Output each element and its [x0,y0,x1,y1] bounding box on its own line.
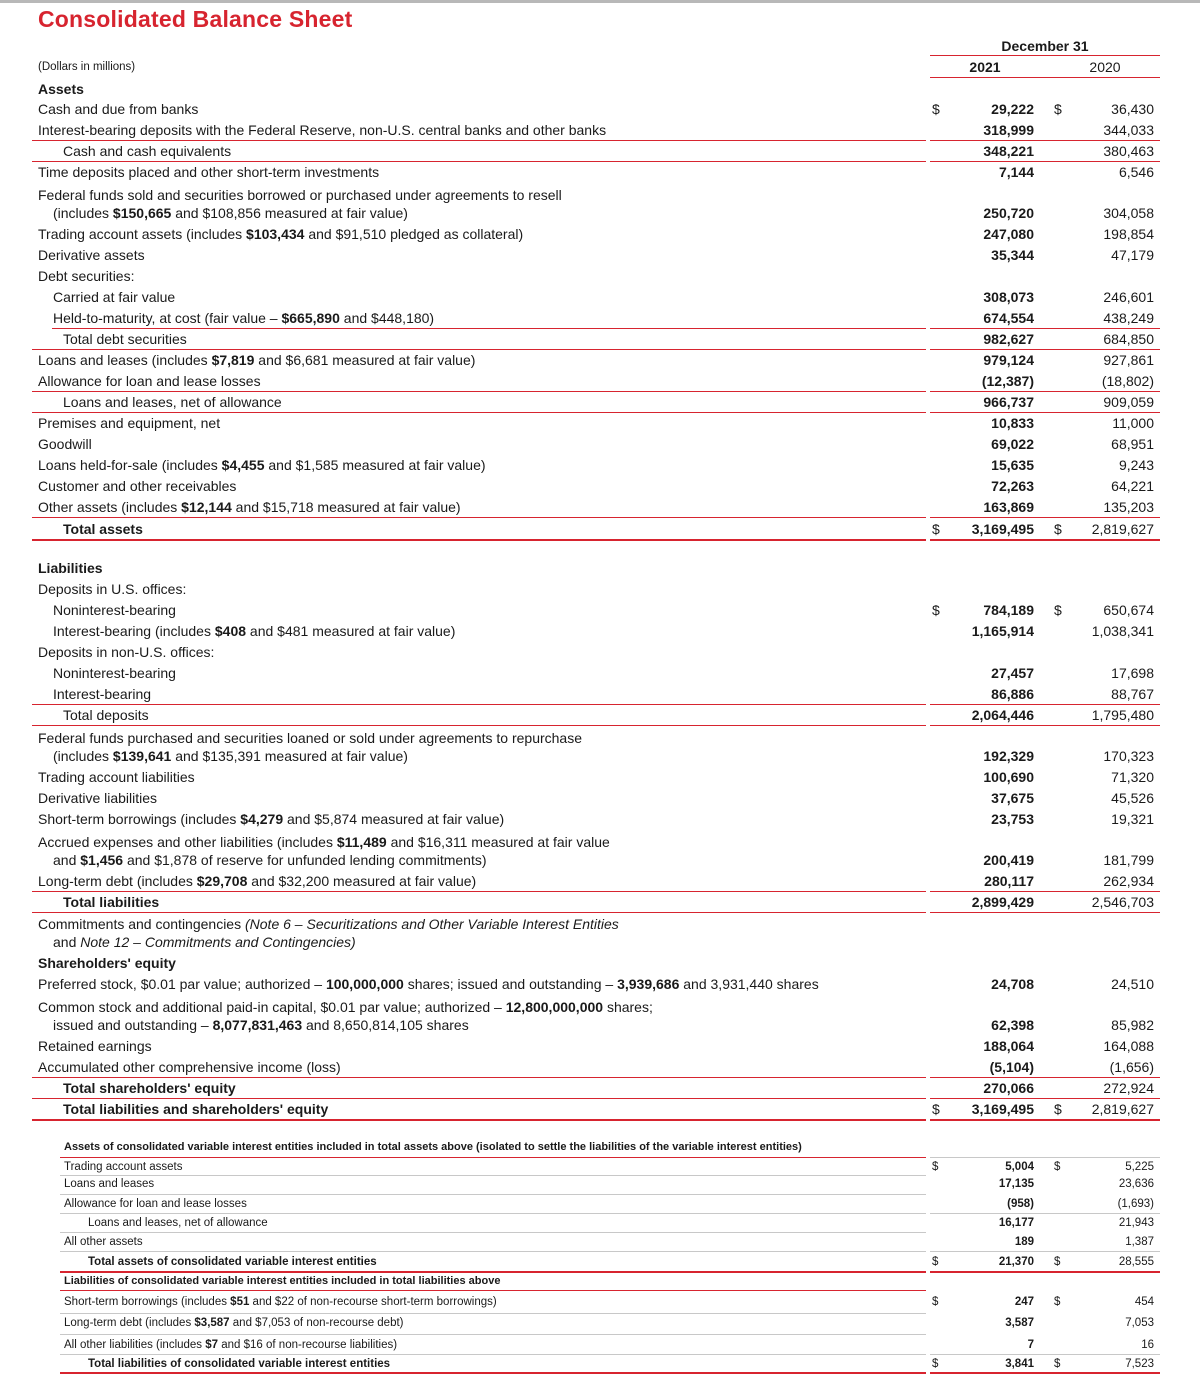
currency-2020: $ [1054,1101,1062,1117]
value-2020: 164,088 [1103,1038,1154,1054]
rule-line [930,1077,1160,1078]
rule-line [52,328,926,329]
row-label: Loans and leases [64,1178,155,1190]
rule-line [32,725,926,726]
row-label: Trading account assets (includes $103,434 and $91,510 pledged as collateral) [38,226,524,242]
row-label: Trading account liabilities [38,769,195,785]
value-2021: 86,886 [991,686,1034,702]
value-2021: 982,627 [983,331,1034,347]
header-rule [930,55,1160,56]
rule-line [32,704,926,705]
value-2020: 5,225 [1125,1161,1154,1173]
row-label: Cash and cash equivalents [63,143,232,159]
value-2020: 927,861 [1103,352,1154,368]
currency-2020: $ [1054,1256,1061,1268]
row-label: Carried at fair value [53,289,176,305]
row-label: Commitments and contingencies (Note 6 – Securitizations and Other Variable Interest Entities [38,916,619,932]
value-2020: 71,320 [1111,769,1154,785]
top-border [0,0,1200,3]
currency-2020: $ [1054,1358,1061,1370]
value-2020: 380,463 [1103,143,1154,159]
row-label: Deposits in U.S. offices: [38,581,187,597]
row-label: All other liabilities (includes $7 and $16 of non-recourse liabilities) [64,1339,398,1351]
value-2020: 135,203 [1103,499,1154,515]
row-label: Total liabilities and shareholders' equity [63,1101,329,1117]
rule-line [930,912,1160,913]
row-label: Total deposits [63,707,149,723]
rule-line [930,891,1160,892]
value-2021: 35,344 [991,247,1034,263]
rule-line [60,1157,926,1158]
rule-line [60,1232,926,1233]
currency-2021: $ [932,101,940,117]
value-2020: 198,854 [1103,226,1154,242]
value-2021: 318,999 [983,122,1034,138]
value-2021: 163,869 [983,499,1034,515]
value-2020: 438,249 [1103,310,1154,326]
row-label: Interest-bearing (includes $408 and $481 measured at fair value) [53,623,456,639]
value-2020: 24,510 [1111,976,1154,992]
row-label: Debt securities: [38,268,135,284]
row-label: Allowance for loan and lease losses [64,1198,247,1210]
rule-line [930,1213,1160,1214]
value-2021: 15,635 [991,457,1034,473]
value-2021: 1,165,914 [971,623,1034,639]
row-label: Premises and equipment, net [38,415,221,431]
value-2021: 979,124 [983,352,1034,368]
value-2021: 16,177 [998,1217,1034,1229]
rule-line [32,349,926,350]
value-2021: 200,419 [983,852,1034,868]
rule-line [930,412,1160,413]
row-label: Accrued expenses and other liabilities (includes $11,489 and $16,311 measured at fair value [38,834,610,850]
value-2020: 45,526 [1111,790,1154,806]
value-2021: (958) [1007,1198,1034,1210]
row-label: Common stock and additional paid-in capital, $0.01 par value; authorized – 12,800,000,000 shares; [38,999,653,1015]
row-label: Goodwill [38,436,92,452]
row-label: Preferred stock, $0.01 par value; authorized – 100,000,000 shares; issued and outstanding – 3,939,686 and 3,931,440 shares [38,976,819,992]
value-2020: 262,934 [1103,873,1154,889]
value-2021: 21,370 [998,1256,1034,1268]
value-2021: 270,066 [983,1080,1034,1096]
row-label: Loans held-for-sale (includes $4,455 and $1,585 measured at fair value) [38,457,486,473]
value-2020: 47,179 [1111,247,1154,263]
value-2021: 23,753 [991,811,1034,827]
currency-2020: $ [1054,1296,1061,1308]
value-2020: 85,982 [1111,1017,1154,1033]
value-2020: 23,636 [1118,1178,1154,1190]
value-2021: 308,073 [983,289,1034,305]
value-2020: 684,850 [1103,331,1154,347]
year-2020-header: 2020 [1089,59,1121,75]
rule-line [930,517,1160,518]
value-2020: 19,321 [1111,811,1154,827]
row-label: Interest-bearing [53,686,152,702]
row-label: issued and outstanding – 8,077,831,463 and 8,650,814,105 shares [53,1017,469,1033]
value-2020: (1,693) [1117,1198,1154,1210]
value-2020: 1,795,480 [1091,707,1154,723]
value-2020: 181,799 [1103,852,1154,868]
row-label: Loans and leases, net of allowance [88,1217,268,1229]
row-label: Customer and other receivables [38,478,237,494]
row-label: Total liabilities [63,894,160,910]
rule-line [930,1251,1160,1252]
value-2020: 170,323 [1103,748,1154,764]
rule-line [930,704,1160,705]
period-header: December 31 [1001,38,1089,54]
row-label: Derivative assets [38,247,145,263]
rule-line [60,1175,926,1176]
rule-line [930,161,1160,162]
row-label: Total shareholders' equity [63,1080,236,1096]
currency-2020: $ [1054,521,1062,537]
value-2020: 88,767 [1111,686,1154,702]
value-2021: 674,554 [983,310,1034,326]
value-2020: 28,555 [1118,1256,1154,1268]
rule-line [60,1313,926,1314]
value-2020: 1,038,341 [1091,623,1154,639]
row-label: and $1,456 and $1,878 of reserve for unfunded lending commitments) [53,852,487,868]
rule-line [32,1077,926,1078]
rule-line [930,140,1160,141]
rule-line [60,1194,926,1195]
value-2021: 188,064 [983,1038,1034,1054]
value-2021: 247 [1014,1296,1034,1308]
row-label: Loans and leases, net of allowance [63,394,282,410]
row-label: Held-to-maturity, at cost (fair value – $665,890 and $448,180) [53,310,435,326]
value-2020: (1,656) [1109,1059,1154,1075]
value-2020: 64,221 [1111,478,1154,494]
currency-2021: $ [932,1256,939,1268]
value-2021: 966,737 [983,394,1034,410]
value-2021: (12,387) [981,373,1034,389]
row-label: Other assets (includes $12,144 and $15,718 measured at fair value) [38,499,461,515]
row-label: Total debt securities [63,331,187,347]
rule-line [32,517,926,518]
row-label: Cash and due from banks [38,101,199,117]
row-label: Trading account assets [64,1161,183,1173]
currency-2020: $ [1054,101,1062,117]
row-label: Short-term borrowings (includes $4,279 and $5,874 measured at fair value) [38,811,505,827]
value-2021: 17,135 [998,1178,1034,1190]
rule-line [32,412,926,413]
value-2020: 1,387 [1125,1236,1154,1248]
row-label: Noninterest-bearing [53,602,176,618]
page-title: Consolidated Balance Sheet [38,6,353,32]
row-label: Time deposits placed and other short-term investments [38,164,380,180]
currency-2020: $ [1054,1161,1061,1173]
rule-line [60,1290,926,1291]
rule-line [930,1098,1160,1099]
row-label: and Note 12 – Commitments and Contingencies) [53,934,356,950]
value-2021: 37,675 [991,790,1034,806]
value-2021: 784,189 [983,602,1034,618]
rule-line [930,391,1160,392]
value-2021: 7,144 [998,164,1034,180]
row-label: Loans and leases (includes $7,819 and $6,681 measured at fair value) [38,352,476,368]
value-2020: 7,053 [1125,1317,1154,1329]
value-2021: 10,833 [991,415,1034,431]
value-2021: 348,221 [983,143,1034,159]
row-label: (includes $150,665 and $108,856 measured at fair value) [53,205,408,221]
value-2021: (5,104) [989,1059,1034,1075]
value-2020: 11,000 [1112,415,1154,431]
rule-line [930,328,1160,329]
value-2020: 2,819,627 [1091,521,1154,537]
header-rule [930,77,1160,78]
value-2021: 62,398 [991,1017,1034,1033]
value-2021: 27,457 [991,665,1034,681]
row-label: Long-term debt (includes $29,708 and $32,200 measured at fair value) [38,873,477,889]
value-2021: 5,004 [1005,1161,1034,1173]
row-label: Short-term borrowings (includes $51 and $22 of non-recourse short-term borrowings) [64,1296,497,1308]
row-label: Long-term debt (includes $3,587 and $7,053 of non-recourse debt) [64,1317,404,1329]
value-2020: 36,430 [1111,101,1154,117]
row-label: Retained earnings [38,1038,152,1054]
value-2020: 304,058 [1103,205,1154,221]
rule-line [32,161,926,162]
rule-line [32,391,926,392]
row-label: Deposits in non-U.S. offices: [38,644,215,660]
value-2020: 909,059 [1103,394,1154,410]
row-label: Total assets [63,521,143,537]
rule-line [60,1213,926,1214]
value-2020: 2,819,627 [1091,1101,1154,1117]
value-2021: 69,022 [991,436,1034,452]
row-label: Federal funds purchased and securities loaned or sold under agreements to repurchase [38,730,582,746]
rule-line [930,1157,1160,1158]
currency-2021: $ [932,1101,940,1117]
rule-line [32,1098,926,1099]
row-label: Accumulated other comprehensive income (loss) [38,1059,341,1075]
value-2020: 7,523 [1125,1358,1154,1370]
row-label: Allowance for loan and lease losses [38,373,261,389]
rule-line [930,1119,1160,1121]
rule-line [930,539,1160,541]
rule-line [32,1119,926,1121]
value-2021: 3,587 [1005,1317,1034,1329]
value-2020: 21,943 [1118,1217,1154,1229]
row-label: All other assets [64,1236,143,1248]
value-2021: 3,169,495 [971,1101,1034,1117]
value-2020: 68,951 [1111,436,1154,452]
value-2020: 650,674 [1103,602,1154,618]
rule-line [60,1251,926,1252]
row-label: Total liabilities of consolidated variable interest entities [88,1358,391,1370]
row-label: Federal funds sold and securities borrowed or purchased under agreements to resell [38,187,562,203]
currency-2021: $ [932,521,940,537]
units-note: (Dollars in millions) [38,61,136,73]
value-2021: 100,690 [983,769,1034,785]
rule-line [32,912,926,913]
value-2021: 3,841 [1005,1358,1034,1370]
rule-line [32,140,926,141]
value-2020: (18,802) [1101,373,1154,389]
value-2021: 2,064,446 [971,707,1034,723]
rule-line [60,1334,926,1335]
rule-line [930,725,1160,726]
value-2020: 9,243 [1118,457,1154,473]
value-2020: 2,546,703 [1091,894,1154,910]
row-label: Noninterest-bearing [53,665,176,681]
value-2020: 6,546 [1118,164,1154,180]
value-2021: 250,720 [983,205,1034,221]
rule-line [60,1354,926,1355]
rule-line [60,1271,926,1273]
currency-2020: $ [1054,602,1062,618]
currency-2021: $ [932,1296,939,1308]
year-2021-header: 2021 [969,59,1001,75]
value-2020: 454 [1134,1296,1154,1308]
currency-2021: $ [932,1161,939,1173]
row-label: Derivative liabilities [38,790,158,806]
value-2021: 280,117 [984,873,1034,889]
rule-line [32,539,926,541]
value-2021: 189 [1014,1236,1034,1248]
value-2021: 24,708 [991,976,1034,992]
value-2021: 72,263 [991,478,1034,494]
currency-2021: $ [932,1358,939,1370]
row-label: (includes $139,641 and $135,391 measured at fair value) [53,748,408,764]
value-2020: 344,033 [1103,122,1154,138]
value-2021: 7 [1027,1339,1034,1351]
row-label: Total assets of consolidated variable interest entities [88,1256,377,1268]
rule-line [930,1354,1160,1355]
rule-line [930,349,1160,350]
rule-line [930,1271,1160,1273]
value-2020: 17,698 [1111,665,1154,681]
currency-2021: $ [932,602,940,618]
row-label: Interest-bearing deposits with the Federal Reserve, non-U.S. central banks and other banks [38,122,607,138]
value-2021: 29,222 [991,101,1034,117]
rule-line [32,891,926,892]
value-2021: 247,080 [983,226,1034,242]
value-2021: 3,169,495 [971,521,1034,537]
value-2020: 246,601 [1103,289,1154,305]
value-2020: 272,924 [1103,1080,1154,1096]
value-2021: 2,899,429 [971,894,1034,910]
value-2021: 192,329 [983,748,1034,764]
value-2020: 16 [1141,1339,1154,1351]
